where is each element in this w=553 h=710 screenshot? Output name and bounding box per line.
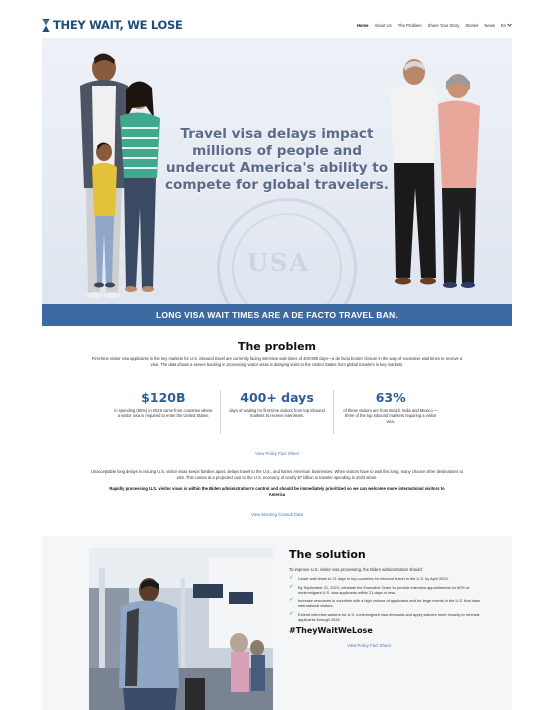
stat-description: of these visitors are from Brazil, India and Mexico — three of the top inbound markets requiring a visitor visa. [343,408,438,424]
language-label: En [500,22,506,28]
stats-row [107,390,447,434]
list-item-text: Lower wait times to 21 days in top countries for inbound travel to the U.S. by April 2023. [298,576,449,581]
list-item [289,576,489,581]
problem-body: Unacceptable long delays in issuing U.S. visitor visas keeps families apart, delays travel to the U.S., and harms American businesses. When visitors have to wait this long, many choose other destinations to visit. This comes at a projected cost to the U.S. economy of nearly $7 billion in traveler spending in 2023 alone. [90,469,464,480]
solution-section [42,536,512,710]
list-item [289,612,489,622]
stat-wait-days [220,390,334,434]
check-icon: ✓ [289,610,294,617]
solution-policy-fact-sheet-link[interactable]: View Policy Fact Sheet [347,642,391,648]
nav-news[interactable]: News [484,22,495,28]
chevron-down-icon [507,23,512,27]
problem-section [42,326,512,536]
logo-text: THEY WAIT, WE LOSE [53,18,183,32]
language-selector[interactable] [501,23,512,28]
nav-share-your-story[interactable]: Share Your Story [427,22,460,28]
person-woman-left [120,81,160,292]
stat-value: 63% [375,390,406,405]
person-man-right [390,59,438,285]
solution-content [289,548,489,648]
solution-heading: The solution [289,548,366,561]
stat-description: days of waiting for first-time visitors from top inbound markets to receive interviews. [229,408,325,419]
site-header [42,12,512,38]
check-icon: ✓ [289,575,294,581]
nav-about-us[interactable]: About Us [374,22,392,28]
solution-list [289,576,489,622]
nav-home[interactable]: Home [356,22,369,28]
list-item-text: By September 21, 2023, reinstate the Executive Order to provide interview appointments for 80% of nonimmigrant U.S. visa applicants within 21 days or less. [298,584,470,595]
list-item-text: Extend interview waivers for U.S. nonimmigrant visa renewals and apply waivers more broadly to renewal applicants through 2024. [298,611,480,622]
travel-ban-banner [42,304,512,326]
hero-banner [42,38,512,304]
person-woman-right [438,74,480,288]
nav-the-problem[interactable]: The Problem [397,22,422,28]
morning-consult-data-link[interactable]: View Morning Consult Data [251,512,303,517]
stat-value: $120B [141,390,186,405]
problem-bold-statement: Rapidly processing U.S. visitor visas is within the Biden administration's control and should be immediately prioritized so we can welcome more international visitors to America [109,486,445,497]
hourglass-icon [42,19,50,32]
list-item [289,598,489,608]
check-icon: ✓ [289,583,294,590]
check-icon: ✓ [289,597,294,604]
stat-visitor-share [333,390,447,434]
hero-seal-text: USA [247,248,310,277]
logo[interactable] [42,18,183,32]
stat-value: 400+ days [240,390,314,405]
solution-intro: To improve U.S. visitor visa processing, the Biden administration should: [289,567,423,572]
list-item-text: Increase resources in countries with a high volume of applicants and for large events in the U.S. that draw international visitors. [298,598,481,609]
nav-stories[interactable]: Stories [465,22,479,28]
airport-traveler-photo [89,548,273,710]
stat-spending [107,390,220,434]
main-nav [357,23,512,28]
hashtag: #TheyWaitWeLose [289,625,373,635]
problem-heading: The problem [237,340,317,353]
policy-fact-sheet-link[interactable]: View Policy Fact Sheet [255,451,299,456]
problem-intro: First-time visitor visa applicants in the key markets for U.S. inbound travel are currently facing interview wait times of 400-800 days—a de facto border closure in the way of excessive wait times to receive a visa. The data shows a severe backlog in processing visitor visas is delaying visits to the United States from global travelers in key markets. [91,356,463,367]
hero-headline: Travel visa delays impact millions of people and undercut America's ability to compete for global travelers. [165,126,389,193]
banner-text: LONG VISA WAIT TIMES ARE A DE FACTO TRAVEL BAN. [155,310,399,320]
list-item [289,585,489,595]
stat-description: in spending (50%) in 2019 came from countries where a visitor visa is required to enter the United States. [114,408,213,419]
